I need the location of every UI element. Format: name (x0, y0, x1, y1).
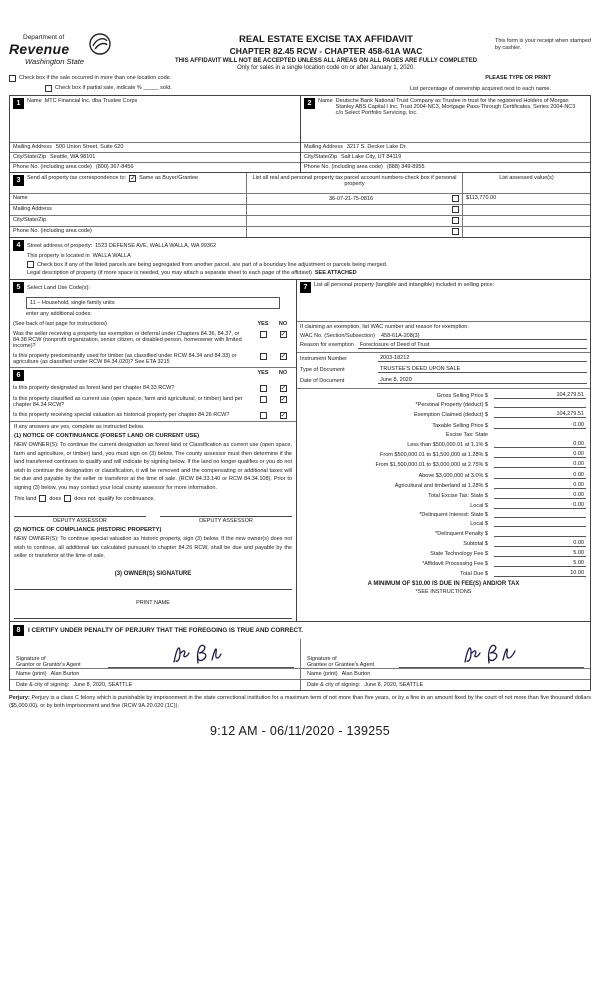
land-qualify-pre: This land (14, 495, 37, 502)
section-6-number: 6 (13, 370, 24, 381)
section-7-number: 7 (300, 282, 311, 293)
legal-description-value[interactable]: SEE ATTACHED (314, 270, 357, 276)
section-4-number: 4 (13, 240, 24, 251)
subtotal-value[interactable]: 0.00 (494, 540, 586, 547)
main-two-column-area (9, 279, 591, 622)
reet-affidavit-form (9, 34, 591, 710)
scan-timestamp: 9:12 AM - 06/11/2020 - 139255 (209, 724, 391, 739)
grantor-name-value[interactable]: Alan Burton (50, 670, 80, 677)
yes-header: YES (257, 370, 269, 376)
seller-name-value[interactable]: MTC Financial Inc. dba Trustee Corps (44, 98, 138, 104)
same-as-buyer-checkbox[interactable]: ✓ (130, 175, 136, 182)
partial-sale-checkbox[interactable] (45, 85, 52, 92)
tax-label: Agricultural and timberland at 1.28% $ (394, 482, 488, 489)
dor-swirl-icon (88, 32, 112, 56)
same-as-buyer-label: Same as Buyer/Grantee (139, 175, 199, 181)
corr-mailing-label: Mailing Address (10, 204, 246, 215)
seller-mailing-value[interactable]: 500 Union Street, Suite 620 (55, 144, 124, 150)
send-correspondence-label: Send all property tax correspondence to: (27, 175, 127, 181)
land-use-section (10, 280, 296, 367)
tax-label: *Personal Property (deduct) $ (415, 402, 488, 409)
ownership-note: List percentage of ownership acquired next to each name. (409, 85, 551, 92)
form-notice: THIS AFFIDAVIT WILL NOT BE ACCEPTED UNLESS ALL AREAS ON ALL PAGES ARE FULLY COMPLETED (174, 58, 478, 64)
delinquent-penalty-value[interactable] (494, 536, 586, 537)
perjury-label: Perjury: (9, 694, 30, 701)
tax-label: Subtotal $ (463, 540, 488, 547)
tax-label: Gross Selling Price $ (436, 393, 488, 399)
located-in-label: This property is located in (27, 253, 90, 259)
wac-number-value[interactable]: 458-61A-208(3) (379, 333, 587, 340)
s5-q1-yes-checkbox[interactable] (260, 331, 267, 338)
seller-phone-value[interactable]: (800) 367-8456 (95, 164, 134, 170)
grantor-date-value[interactable]: June 8, 2020, SEATTLE (73, 681, 133, 688)
assessed-values-header: List assessed value(s) (462, 173, 590, 193)
document-type-value[interactable]: TRUSTEE'S DEED UPON SALE (378, 366, 587, 373)
personal-property-deduct-value[interactable] (494, 407, 586, 408)
seller-phone-label: Phone No. (including area code) (13, 164, 92, 170)
perjury-text: Perjury is a class C felony which is punishable by imprisonment in the state correctional institution for a maximum term of not more than five years, or by a fine in an amount fixed by the court of not more than five thousand dollars ($5,000.00), or by both imprisonment and fine (RCW 9A.20.020 (1C)). (9, 694, 592, 709)
form-title: REAL ESTATE EXCISE TAX AFFIDAVIT (238, 34, 413, 45)
tax-label: Above $3,000,000 at 3.0% $ (418, 472, 488, 479)
s6-q3-yes-checkbox[interactable] (260, 412, 267, 419)
tax-label: Less than $500,000.01 at 1.1% $ (407, 441, 488, 448)
gross-selling-price-value[interactable]: 104,279.51 (494, 392, 586, 399)
located-in-value[interactable]: WALLA WALLA (92, 253, 131, 259)
grantee-date-value[interactable]: June 8, 2020, SEATTLE (364, 681, 424, 688)
tax-label: Exemption Claimed (deduct) $ (414, 412, 488, 419)
personal-property-blank-area[interactable] (297, 295, 590, 321)
seller-csz-label: City/State/Zip (13, 154, 47, 160)
corr-name-label: Name (10, 193, 246, 204)
owner-signature-line[interactable] (14, 589, 292, 590)
tax-label: State Technology Fee $ (430, 551, 488, 557)
parcel-personal-checkbox-2[interactable] (452, 206, 459, 213)
assessed-value-blank[interactable] (462, 215, 590, 226)
s6-question-2: Is this property classified as current use (open space, farm and agricultural, or timber) land per chapter 84.34 RCW? (13, 396, 243, 408)
no-header: NO (278, 321, 288, 327)
tax-label: Local $ (470, 521, 488, 528)
certification-section (9, 622, 591, 691)
excise-tax-state-header: Excise Tax: State (445, 431, 488, 438)
yes-header: YES (257, 321, 269, 327)
section-3-number: 3 (13, 175, 24, 186)
multi-location-checkbox[interactable] (9, 75, 16, 82)
corr-phone-label: Phone No. (including area code) (10, 226, 246, 237)
notice-compliance-body: NEW OWNER(S): To continue special valuation as historic property, sign (3) below. If the new owner(s) does not wish to continue, all additional tax calculated pursuant to chapter 84.26 RCW, shall be due and payable by the seller or transferor at the time of sale. (14, 536, 292, 560)
s5-q2-yes-checkbox[interactable] (260, 353, 267, 360)
grantee-date-label: Date & city of signing: (307, 681, 361, 688)
form-header (9, 34, 591, 71)
tax-label: *Delinquent Penalty $ (435, 530, 488, 537)
dor-logo (9, 34, 157, 66)
grantee-signature-icon (457, 641, 527, 667)
tax-label: *Affidavit Processing Fee $ (422, 561, 488, 568)
multi-location-label: Check box if the sale occurred in more than one location code. (19, 75, 172, 81)
section-8-number: 8 (13, 625, 24, 636)
s6-question-3: Is this property receiving special valuation as historical property per chapter 84.26 RCW? (13, 412, 230, 418)
grantor-name-print-label: Name (print) (16, 670, 47, 677)
additional-codes-label: enter any additional codes: (26, 311, 92, 317)
street-address-value[interactable]: 1523 DEFENSE AVE, WALLA WALLA, WA 99362 (95, 242, 217, 249)
s6-q1-no-checkbox[interactable]: ✓ (280, 385, 287, 392)
parcel-personal-checkbox-4[interactable] (452, 228, 459, 235)
grantor-signature-icon (166, 641, 236, 667)
grantor-signature-field[interactable] (108, 641, 294, 668)
tax-label: Total Due $ (460, 571, 488, 578)
s5-q2-no-checkbox[interactable]: ✓ (280, 353, 287, 360)
street-address-label: Street address of property: (27, 242, 93, 249)
parcel-numbers-header: List all real and personal property tax parcel account numbers-check box if personal property (246, 173, 462, 193)
logo-dept-text: Department of (23, 34, 65, 41)
segregated-label: Check box if any of the listed parcels are being segregated from another parcel, are part of a boundary line adjustment or parcels being merged. (37, 261, 388, 268)
corr-csz-label: City/State/Zip (10, 215, 246, 226)
document-info-section (297, 352, 590, 388)
personal-property-section (297, 280, 590, 352)
grantor-signature-of-label: Signature of (16, 655, 46, 662)
buyer-csz-value[interactable]: Salt Lake City, UT 84119 (341, 154, 402, 160)
form-chapter: CHAPTER 82.45 RCW - CHAPTER 458-61A WAC (229, 46, 423, 56)
grantor-date-label: Date & city of signing: (16, 681, 70, 688)
buyer-csz-label: City/State/Zip (304, 154, 338, 160)
land-does-not-checkbox[interactable] (64, 495, 71, 502)
legal-description-label: Legal description of property (if more space is needed, you may attach a separate sheet to each page of the affidavit) (27, 270, 312, 276)
exemption-reason-label: Reason for exemption (300, 342, 354, 348)
assessed-value-blank[interactable] (462, 226, 590, 237)
s5-question-1: Was the seller receiving a property tax exemption or deferral under Chapters 84.36, 84.37, or 84.38 RCW (nonprofit organization, senior citizen, or disabled person, homeowner with limited income)? (13, 331, 242, 349)
buyer-name-value[interactable]: Deutsche Bank National Trust Company as Trustee in trust for the registered Holders of Morgan Stanley ABS Capital I Inc. Trust 2004-NC3, Mortgage Pass-Through Certificates, Series 2004-NC3 (335, 98, 576, 110)
see-back-note: (See back of last page for instructions) (13, 321, 107, 327)
deputy-assessor-signature-line-2[interactable]: DEPUTY ASSESSOR (160, 516, 292, 524)
see-instructions-note: *SEE INSTRUCTIONS (415, 589, 472, 596)
tax-computation-section (297, 388, 590, 597)
parcel-number-value[interactable]: 36-07-21-75-0816 (328, 195, 374, 202)
seller-grantor-box (10, 96, 300, 172)
notice-continuance-heading: (1) NOTICE OF CONTINUANCE (FOREST LAND OR CURRENT USE) (14, 433, 200, 439)
processing-fee-value[interactable]: 5.00 (494, 560, 586, 567)
no-header: NO (278, 370, 288, 376)
grantee-name-print-label: Name (print) (307, 670, 338, 677)
land-does-label: does (49, 495, 62, 502)
buyer-grantee-box (300, 96, 590, 172)
tier1-tax-value[interactable]: 0.00 (494, 441, 586, 448)
land-use-title: Select Land Use Code(s): (27, 284, 90, 291)
buyer-care-of: c/o Select Portfolio Servicing, Inc. (335, 110, 418, 116)
s6-q3-no-checkbox[interactable]: ✓ (280, 412, 287, 419)
buyer-mailing-label: Mailing Address (304, 144, 343, 150)
land-does-not-label: does not (74, 495, 96, 502)
property-address-section (9, 237, 591, 279)
parties-section (9, 95, 591, 172)
seller-name-label: Name (27, 98, 42, 104)
logo-revenue-text: Revenue (9, 41, 70, 57)
instrument-number-label: Instrument Number (300, 356, 348, 362)
s5-q1-no-checkbox[interactable]: ✓ (280, 331, 287, 338)
buyer-name-label: Name (318, 98, 333, 104)
s6-q2-no-checkbox[interactable]: ✓ (280, 396, 287, 403)
tier4-tax-value[interactable]: 0.00 (494, 472, 586, 479)
section-2-number: 2 (304, 98, 315, 109)
grantee-signature-field[interactable] (399, 641, 584, 668)
print-name-line[interactable] (14, 618, 292, 619)
buyer-mailing-value[interactable]: 3217 S. Decker Lake Dr. (346, 144, 407, 150)
tax-label: Taxable Selling Price $ (432, 422, 488, 429)
partial-sale-label: Check box if partial sale, indicate % _____ sold. (55, 85, 172, 91)
tax-label: Total Excise Tax: State $ (428, 492, 488, 499)
total-due-value[interactable]: 10.00 (494, 570, 586, 577)
grantee-name-value[interactable]: Alan Burton (341, 670, 371, 677)
logo-state-text: Washington State (25, 57, 85, 66)
please-type-label: PLEASE TYPE OR PRINT (485, 75, 551, 81)
deputy-assessor-signature-line-1[interactable]: DEPUTY ASSESSOR (14, 516, 146, 524)
total-excise-state-value[interactable]: 0.00 (494, 492, 586, 499)
land-qualify-post: qualify for continuance. (98, 495, 155, 502)
tax-label: Local $ (470, 503, 488, 510)
delinquent-interest-local-value[interactable] (494, 526, 586, 527)
tax-label: From $1,500,000.01 to $3,000,000 at 2.75% $ (375, 462, 488, 469)
parcel-personal-checkbox-3[interactable] (452, 217, 459, 224)
buyer-phone-value[interactable]: (888) 349-8955 (386, 164, 425, 170)
notice-continuance-body: NEW OWNER(S): To continue the current designation as forest land or Classification as current use (open space, farm and agriculture, or timber) land, you must sign on (3) below. The county assessor must then determine if the land transferred continues to qualify and will indicate by signing below. If the land no longer qualifies or you do not wish to continue the designation or classification, it will be removed and the compensating or additional taxes will be due and payable by the seller or transferor at the time of sale. (RCW 84.33.140 or RCW 84.34.108). Prior to signing (3) below, you may contact your local county assessor for more information. (14, 442, 292, 491)
continuance-section (10, 421, 296, 621)
assessed-value-blank[interactable] (462, 204, 590, 215)
section-5-number: 5 (13, 282, 24, 293)
document-date-label: Date of Document (300, 378, 345, 384)
owners-signature-heading: (3) OWNER(S) SIGNATURE (114, 570, 192, 577)
s6-q1-yes-checkbox[interactable] (260, 385, 267, 392)
grantor-agent-label: Grantor or Grantor's Agent (16, 661, 81, 668)
tax-label: *Delinquent Interest: State $ (419, 512, 488, 519)
grantee-agent-label: Grantee or Grantee's Agent (307, 661, 375, 668)
section-1-number: 1 (13, 98, 24, 109)
tax-correspondence-section (9, 172, 591, 237)
receipt-note: This form is your receipt when stamped by cashier. (495, 38, 591, 52)
assessed-value[interactable]: $113,770.00 (462, 193, 590, 204)
classification-questions-section (10, 367, 296, 421)
agricultural-tax-value[interactable]: 0.00 (494, 482, 586, 489)
segregated-checkbox[interactable] (27, 261, 34, 268)
land-use-code-value[interactable]: 11 – Household, single family units (26, 297, 280, 309)
exemption-reason-value[interactable]: Foreclosure of Deed of Trust (358, 342, 587, 349)
exemption-claimed-value[interactable]: 104,279.51 (494, 411, 586, 418)
certify-statement: I CERTIFY UNDER PENALTY OF PERJURY THAT THE FOREGOING IS TRUE AND CORRECT. (28, 626, 303, 634)
print-name-label: PRINT NAME (136, 599, 170, 606)
continuance-intro: If any answers are yes, complete as instructed below. (14, 424, 145, 430)
perjury-notice (9, 694, 591, 711)
exemption-intro: If claiming an exemption, list WAC number and reason for exemption: (297, 321, 590, 332)
minimum-due-note: A MINIMUM OF $10.00 IS DUE IN FEE(S) AND/OR TAX (367, 581, 520, 588)
parcel-personal-checkbox-1[interactable] (452, 195, 459, 202)
tier3-tax-value[interactable]: 0.00 (494, 461, 586, 468)
form-only-line: Only for sales in a single location code on or after January 1, 2020. (237, 65, 415, 71)
s6-question-1: Is this property designated as forest land per chapter 84.33 RCW? (13, 385, 175, 391)
tax-label: From $500,000.01 to $1,500,000 at 1.28% $ (380, 452, 488, 459)
taxable-selling-price-value[interactable]: 0.00 (494, 422, 586, 429)
local-tax-value[interactable]: 0.00 (494, 502, 586, 509)
tier2-tax-value[interactable]: 0.00 (494, 451, 586, 458)
technology-fee-value[interactable]: 5.00 (494, 550, 586, 557)
s5-question-2: Is this property predominantly used for timber (as classified under RCW 84.34 and 84.33) or agriculture (as classified under RCW 84.34.020)? See ETA 3215 (13, 353, 237, 365)
instrument-number-value[interactable]: 2003-18212 (378, 355, 587, 362)
document-date-value[interactable]: June 8, 2020 (378, 377, 587, 384)
grantee-signature-of-label: Signature of (307, 655, 337, 662)
document-type-label: Type of Document (300, 367, 345, 373)
land-does-checkbox[interactable] (39, 495, 46, 502)
wac-number-label: WAC No. (Section/Subsection) (300, 333, 375, 339)
seller-mailing-label: Mailing Address (13, 144, 52, 150)
buyer-phone-label: Phone No. (including area code) (304, 164, 383, 170)
seller-csz-value[interactable]: Seattle, WA 98101 (50, 154, 96, 160)
notice-compliance-heading: (2) NOTICE OF COMPLIANCE (HISTORIC PROPERTY) (14, 527, 162, 534)
personal-property-title: List all personal property (tangible and intangible) included in selling price: (314, 282, 495, 288)
delinquent-interest-state-value[interactable] (494, 517, 586, 518)
s6-q2-yes-checkbox[interactable] (260, 396, 267, 403)
